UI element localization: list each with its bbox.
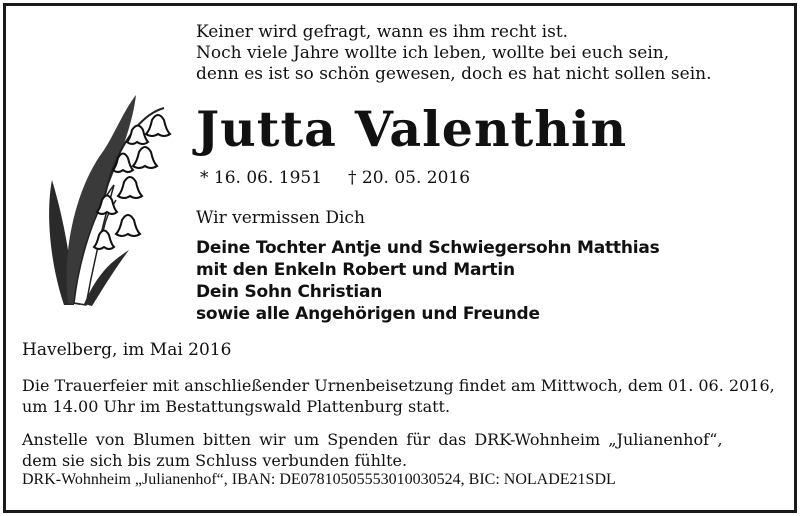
mourner-line: Deine Tochter Antje und Schwiegersohn Matthias <box>196 238 660 258</box>
funeral-line-1: Die Trauerfeier mit anschließender Urnenbeisetzung findet am Mittwoch, dem 01. 06. 2016, <box>22 376 775 395</box>
mourner-line: mit den Enkeln Robert und Martin <box>196 260 515 280</box>
lily-of-the-valley-icon <box>44 90 184 310</box>
funeral-line-2: um 14.00 Uhr im Bestattungswald Plattenburg statt. <box>22 397 451 416</box>
mourner-line: Dein Sohn Christian <box>196 282 383 302</box>
poem-line-2: Noch viele Jahre wollte ich leben, wollte bei euch sein, <box>196 43 670 63</box>
donation-line-2: dem sie sich bis zum Schluss verbunden fühlte. <box>22 451 408 470</box>
place-date: Havelberg, im Mai 2016 <box>22 340 232 360</box>
poem-line-1: Keiner wird gefragt, wann es ihm recht ist. <box>196 22 569 42</box>
donation-line-1: Anstelle von Blumen bitten wir um Spenden für das DRK-Wohnheim „Julianenhof“, <box>22 430 723 449</box>
bank-details: DRK-Wohnheim „Julianenhof“, IBAN: DE07810505553010030524, BIC: NOLADE21SDL <box>22 471 616 488</box>
birth-date: * 16. 06. 1951 <box>200 168 323 188</box>
mourner-line: sowie alle Angehörigen und Freunde <box>196 304 540 324</box>
poem-line-3: denn es ist so schön gewesen, doch es hat nicht sollen sein. <box>196 64 712 84</box>
death-date: † 20. 05. 2016 <box>348 168 471 188</box>
mourners-intro: Wir vermissen Dich <box>196 208 365 228</box>
deceased-name: Jutta Valenthin <box>196 100 628 158</box>
